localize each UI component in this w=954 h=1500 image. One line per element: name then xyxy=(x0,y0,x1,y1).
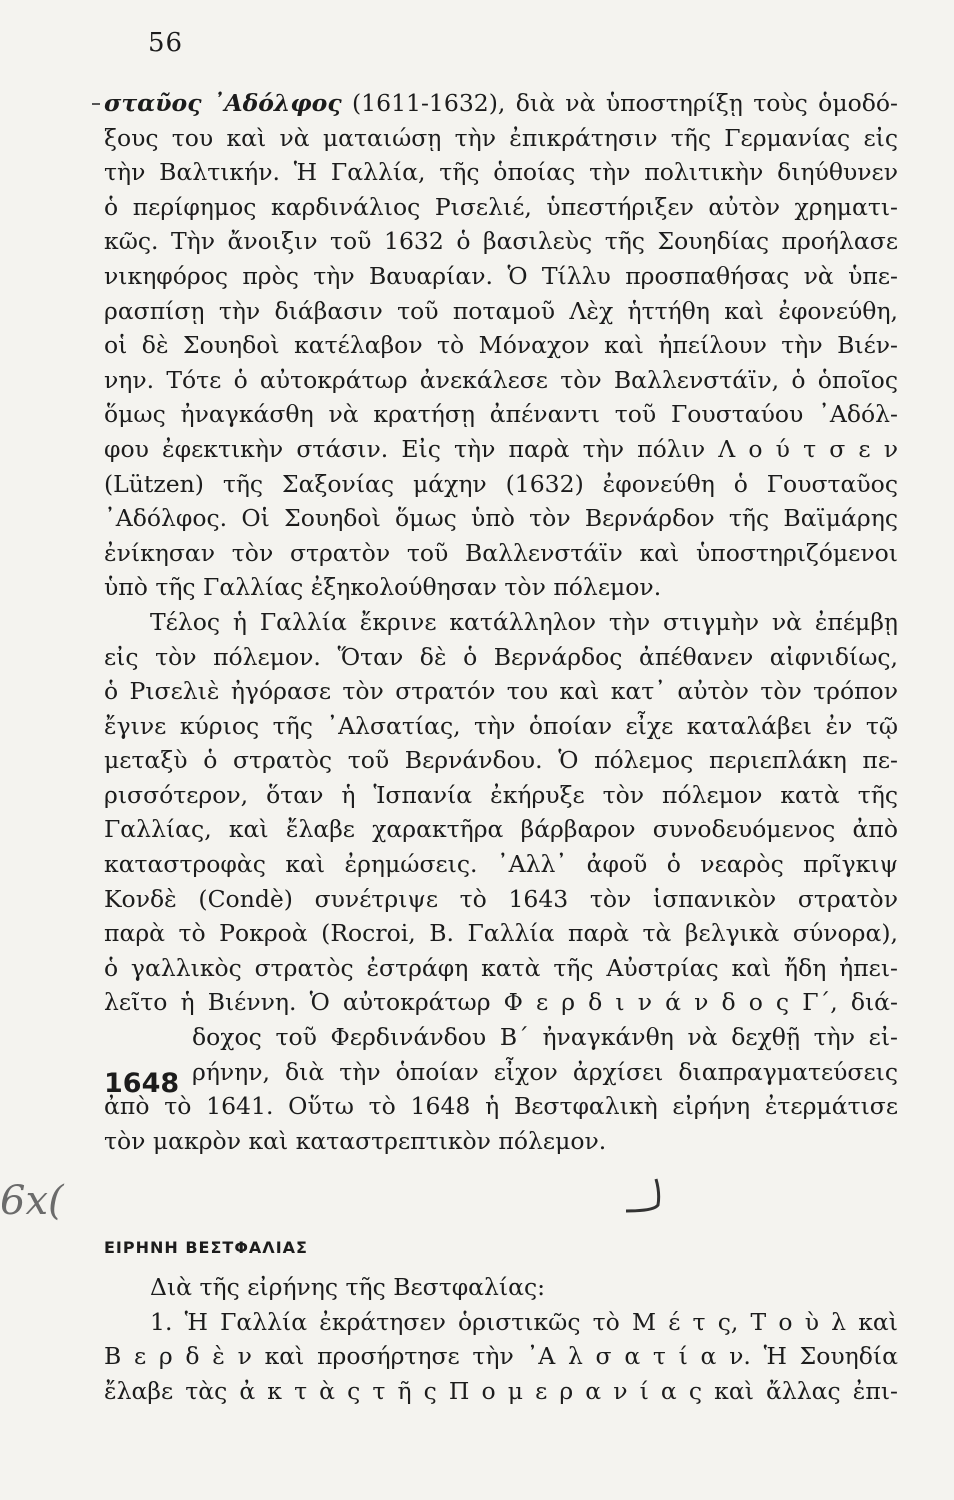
text-line: νην. Τότε ὁ αὐτοκράτωρ ἀνεκάλεσε τὸν Βαλλενστάϊν, ὁ ὁποῖος xyxy=(104,365,898,394)
text-line: 1. Ἡ Γαλλία ἐκράτησεν ὁριστικῶς τὸ Μ έ τ ς, Τ ο ὺ λ καὶ xyxy=(150,1307,898,1336)
text-line: ὅμως ἠναγκάσθη νὰ κρατήσῃ ἀπέναντι τοῦ Γουσταύου ᾿Αδόλ- xyxy=(104,400,898,429)
text-line: κῶς. Τὴν ἄνοιξιν τοῦ 1632 ὁ βασιλεὺς τῆς Σουηδίας προήλασε xyxy=(104,227,898,256)
text-line: ᾿Αδόλφος. Οἱ Σουηδοὶ ὅμως ὑπὸ τὸν Βερνάρδον τῆς Βαϊμάρης xyxy=(104,504,898,533)
text-line: καταστροφὰς καὶ ἐρημώσεις. ᾿Αλλ᾿ ἀφοῦ ὁ νεαρὸς πρῖγκιψ xyxy=(104,850,898,879)
pen-hook-mark xyxy=(606,1175,670,1215)
text-line: φου ἐφεκτικὴν στάσιν. Εἰς τὴν παρὰ τὴν πόλιν Λ ο ύ τ σ ε ν xyxy=(104,434,898,463)
text-line: Τέλος ἡ Γαλλία ἔκρινε κατάλληλον τὴν στιγμὴν νὰ ἐπέμβῃ xyxy=(150,607,898,636)
text-line: οἱ δὲ Σουηδοὶ κατέλαβον τὸ Μόναχον καὶ ἠπείλουν τὴν Βιέν- xyxy=(104,331,898,360)
text-line: μεταξὺ ὁ στρατὸς τοῦ Βερνάνδου. Ὁ πόλεμος περιεπλάκη πε- xyxy=(104,746,898,775)
text-line: Β ε ρ δ ὲ ν καὶ προσήρτησε τὴν ᾿Α λ σ α τ ί α ν. Ἡ Σουηδία xyxy=(104,1342,898,1371)
page-number: 56 xyxy=(148,28,184,58)
text-line: ὁ γαλλικὸς στρατὸς ἐστράφη κατὰ τῆς Αὐστρίας καὶ ἤδη ἠπει- xyxy=(104,953,898,982)
text-line: ἔλαβε τὰς ἀ κ τ ὰ ς τ ῆ ς Π ο μ ε ρ α ν ί α ς καὶ ἄλλας ἐπι- xyxy=(104,1376,898,1405)
text-span: (1611-1632), διὰ νὰ ὑποστηρίξῃ τοὺς ὁμοδό- xyxy=(341,89,898,117)
text-line: τὸν μακρὸν καὶ καταστρεπτικὸν πόλεμον. xyxy=(104,1126,607,1155)
text-line: ὁ περίφημος καρδινάλιος Ρισελιέ, ὑπεστήριξεν αὐτὸν χρηματι- xyxy=(104,192,898,221)
text-line: Γαλλίας, καὶ ἔλαβε χαρακτῆρα βάρβαρον συνοδευόμενος ἀπὸ xyxy=(104,815,898,844)
text-line: εἰς τὸν πόλεμον. Ὅταν δὲ ὁ Βερνάρδος ἀπέθανεν αἰφνιδίως, xyxy=(104,642,898,671)
text-line: (Lützen) τῆς Σαξονίας μάχην (1632) ἐφονεύθη ὁ Γουσταῦος xyxy=(104,469,898,498)
section-text xyxy=(104,1270,898,1408)
margin-year: 1648 xyxy=(104,1068,180,1099)
text-line: παρὰ τὸ Ροκροὰ (Rocroi, Β. Γαλλία παρὰ τὰ βελγικὰ σύνορα), xyxy=(104,919,898,948)
text-line: ρασπίσῃ τὴν διάβασιν τοῦ ποταμοῦ Λὲχ ἡττήθη καὶ ἐφονεύθη, xyxy=(104,296,898,325)
text-line: τὴν Βαλτικήν. Ἡ Γαλλία, τῆς ὁποίας τὴν πολιτικὴν διηύθυνεν xyxy=(104,158,898,187)
text-line: ρισσότερον, ὅταν ἡ Ἱσπανία ἐκήρυξε τὸν πόλεμον κατὰ τῆς xyxy=(104,780,898,809)
text-line: ξους του καὶ νὰ ματαιώσῃ τὴν ἐπικράτησιν τῆς Γερμανίας εἰς xyxy=(104,123,898,152)
text-line xyxy=(104,86,898,121)
text-line: ὁ Ρισελιὲ ἠγόρασε τὸν στρατόν του καὶ κατ᾿ αὐτὸν τὸν τρόπον xyxy=(104,677,898,706)
text-line: Διὰ τῆς εἰρήνης τῆς Βεστφαλίας: xyxy=(150,1273,546,1301)
text-line: ἀπὸ τὸ 1641. Οὕτω τὸ 1648 ἡ Βεστφαλικὴ εἰρήνη ἐτερμάτισε xyxy=(104,1092,898,1121)
text-line: ὑπὸ τῆς Γαλλίας ἐξηκολούθησαν τὸν πόλεμον. xyxy=(104,573,662,602)
margin-pen-note: 6x( xyxy=(0,1178,64,1224)
section-heading: ΕΙΡΗΝΗ ΒΕΣΤΦΑΛΙΑΣ xyxy=(104,1238,308,1257)
text-line: ἐνίκησαν τὸν στρατὸν τοῦ Βαλλενστάϊν καὶ ὑποστηριζόμενοι xyxy=(104,538,898,567)
text-line: Κονδὲ (Condè) συνέτριψε τὸ 1643 τὸν ἱσπανικὸν στρατὸν xyxy=(104,884,898,913)
text-line: ἔγινε κύριος τῆς ᾿Αλσατίας, τὴν ὁποίαν εἶχε καταλάβει ἐν τῷ xyxy=(104,711,898,740)
main-text xyxy=(104,86,898,1158)
text-line: δοχος τοῦ Φερδινάνδου Β΄ ἠναγκάνθη νὰ δεχθῇ τὴν εἰ- xyxy=(192,1023,898,1052)
text-line: ρήνην, διὰ τὴν ὁποίαν εἶχον ἀρχίσει διαπραγματεύσεις xyxy=(192,1057,898,1086)
emphasized-name: σταῦος ᾿Αδόλφος xyxy=(104,89,342,117)
text-line: λεῖτο ἡ Βιέννη. Ὁ αὐτοκράτωρ Φ ε ρ δ ι ν ά ν δ ο ς Γ΄, διά- xyxy=(104,988,898,1017)
margin-tick xyxy=(92,103,100,105)
text-line: νικηφόρος πρὸς τὴν Βαυαρίαν. Ὁ Τίλλυ προσπαθήσας νὰ ὑπε- xyxy=(104,261,898,290)
